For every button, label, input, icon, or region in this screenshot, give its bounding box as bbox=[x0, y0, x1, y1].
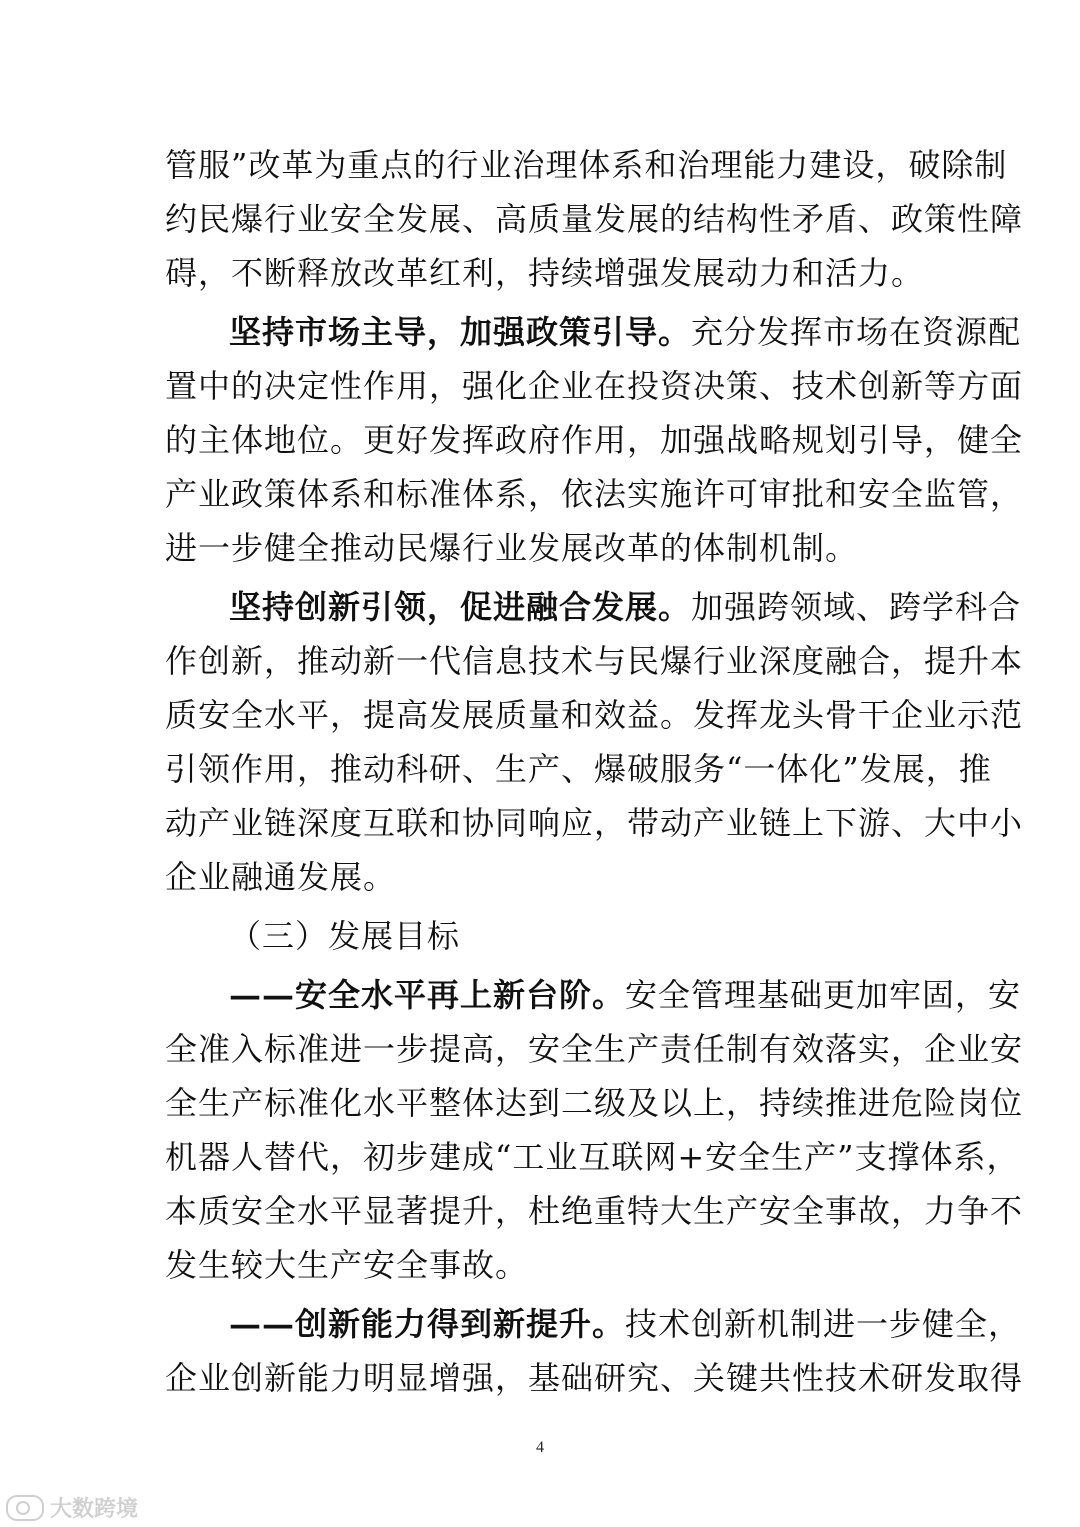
bold-lead-phrase: ——安全水平再上新台阶。 bbox=[229, 976, 626, 1014]
page-number: 4 bbox=[536, 1439, 544, 1456]
text-segment: 充分发挥市场在资源配 bbox=[691, 313, 1022, 351]
text-line bbox=[165, 1076, 1024, 1130]
text-line bbox=[165, 138, 1008, 192]
watermark-logo-icon bbox=[6, 1495, 44, 1521]
text-segment: 全生产标准化水平整体达到二级及以上，持续推进危险岗位 bbox=[165, 1084, 1024, 1122]
text-line bbox=[165, 1351, 1024, 1405]
text-line bbox=[165, 1297, 1022, 1351]
text-segment: 企业融通发展。 bbox=[165, 858, 397, 896]
text-segment: 管服”改革为重点的行业治理体系和治理能力建设，破除制 bbox=[165, 146, 1008, 184]
text-segment: 的主体地位。更好发挥政府作用，加强战略规划引导，健全 bbox=[165, 421, 1024, 459]
text-segment: 全准入标准进一步提高，安全生产责任制有效落实，企业安 bbox=[165, 1030, 1024, 1068]
text-segment: 碍，不断释放改革红利，持续增强发展动力和活力。 bbox=[165, 254, 925, 292]
text-segment: 质安全水平，提高发展质量和效益。发挥龙头骨干企业示范 bbox=[165, 696, 1024, 734]
text-segment: 置中的决定性作用，强化企业在投资决策、技术创新等方面 bbox=[165, 367, 1024, 405]
text-line bbox=[165, 968, 1022, 1022]
text-line bbox=[165, 467, 1024, 521]
text-line bbox=[165, 305, 1022, 359]
text-line bbox=[165, 634, 1024, 688]
body-text bbox=[165, 138, 1024, 1405]
text-line bbox=[165, 246, 925, 300]
text-segment: 安全管理基础更加牢固，安 bbox=[625, 976, 1022, 1014]
text-segment: 引领作用，推动科研、生产、爆破服务“一体化”发展，推 bbox=[165, 750, 992, 788]
text-segment: 机器人替代，初步建成“工业互联网+安全生产”支撑体系， bbox=[165, 1138, 1020, 1176]
text-segment: 企业创新能力明显增强，基础研究、关键共性技术研发取得 bbox=[165, 1359, 1024, 1397]
text-segment: 进一步健全推动民爆行业发展改革的体制机制。 bbox=[165, 529, 859, 567]
text-segment: （三）发展目标 bbox=[229, 917, 461, 955]
watermark bbox=[6, 1492, 138, 1523]
text-line bbox=[165, 192, 1024, 246]
watermark-text: 大数跨境 bbox=[50, 1497, 139, 1522]
text-segment: 动产业链深度互联和协同响应，带动产业链上下游、大中小 bbox=[165, 804, 1024, 842]
text-segment: 约民爆行业安全发展、高质量发展的结构性矛盾、政策性障 bbox=[165, 200, 1024, 238]
text-segment: 作创新，推动新一代信息技术与民爆行业深度融合，提升本 bbox=[165, 642, 1024, 680]
text-line bbox=[165, 521, 917, 575]
text-line bbox=[165, 1130, 1020, 1184]
text-line bbox=[165, 580, 1022, 634]
text-line bbox=[165, 688, 1024, 742]
bold-lead-phrase: 坚持市场主导，加强政策引导。 bbox=[229, 313, 692, 351]
text-line bbox=[165, 796, 1024, 850]
text-line bbox=[165, 850, 917, 904]
text-segment: 加强跨领域、跨学科合 bbox=[691, 588, 1022, 626]
text-segment: 产业政策体系和标准体系，依法实施许可审批和安全监管， bbox=[165, 475, 1024, 513]
text-line bbox=[165, 1238, 917, 1292]
text-line bbox=[165, 742, 992, 796]
bold-lead-phrase: ——创新能力得到新提升。 bbox=[229, 1305, 626, 1343]
text-line bbox=[165, 359, 1024, 413]
bold-lead-phrase: 坚持创新引领，促进融合发展。 bbox=[229, 588, 692, 626]
text-line bbox=[165, 1022, 1024, 1076]
text-segment: 本质安全水平显著提升，杜绝重特大生产安全事故，力争不 bbox=[165, 1192, 1024, 1230]
text-line bbox=[165, 413, 1024, 467]
text-segment: 技术创新机制进一步健全， bbox=[625, 1305, 1022, 1343]
section-heading bbox=[165, 909, 917, 963]
text-segment: 发生较大生产安全事故。 bbox=[165, 1246, 529, 1284]
text-line bbox=[165, 1184, 1024, 1238]
